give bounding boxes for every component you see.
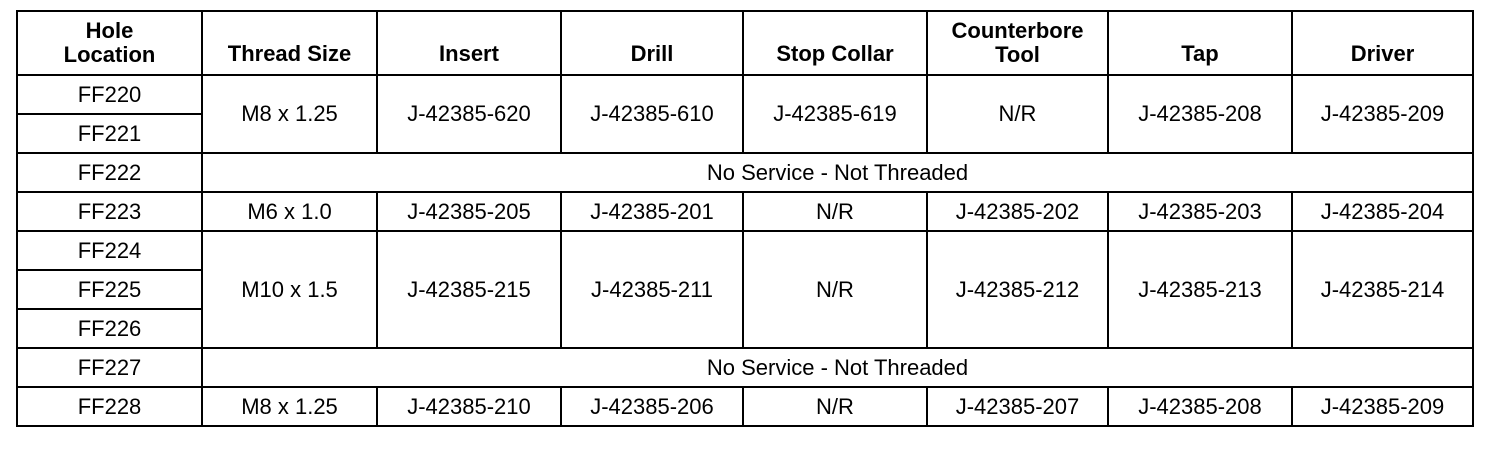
drill-cell: J-42385-201 [561,192,743,231]
tap-cell: J-42385-208 [1108,387,1292,426]
table-row-ff227 [17,348,1473,387]
header-hole-location [17,11,202,75]
counterbore-cell: J-42385-212 [927,231,1108,348]
insert-cell: J-42385-205 [377,192,561,231]
insert-cell: J-42385-620 [377,75,561,153]
table-row-ff222 [17,153,1473,192]
thread-size-cell: M6 x 1.0 [202,192,377,231]
tool-reference-table [16,10,1474,427]
header-counterbore-line1: Counterbore [951,18,1084,43]
no-service-note: No Service - Not Threaded [202,153,1473,192]
tap-cell: J-42385-203 [1108,192,1292,231]
location-cell: FF220 [17,75,202,114]
location-cell: FF224 [17,231,202,270]
header-counterbore-tool [927,11,1108,75]
counterbore-cell: J-42385-202 [927,192,1108,231]
location-cell: FF227 [17,348,202,387]
tap-cell: J-42385-213 [1108,231,1292,348]
header-thread-size: Thread Size [202,11,377,75]
stop-collar-cell: N/R [743,387,927,426]
table-row-ff223 [17,192,1473,231]
header-hole-location-line2: Location [63,42,156,67]
stop-collar-cell: N/R [743,192,927,231]
counterbore-cell: J-42385-207 [927,387,1108,426]
location-cell: FF228 [17,387,202,426]
stop-collar-cell: N/R [743,231,927,348]
header-driver: Driver [1292,11,1473,75]
drill-cell: J-42385-610 [561,75,743,153]
insert-cell: J-42385-215 [377,231,561,348]
table-row-ff224 [17,231,1473,270]
counterbore-cell: N/R [927,75,1108,153]
table-row-ff228 [17,387,1473,426]
driver-cell: J-42385-209 [1292,387,1473,426]
location-cell: FF222 [17,153,202,192]
header-row [17,11,1473,75]
thread-size-cell: M8 x 1.25 [202,75,377,153]
header-tap: Tap [1108,11,1292,75]
drill-cell: J-42385-206 [561,387,743,426]
header-insert: Insert [377,11,561,75]
location-cell: FF221 [17,114,202,153]
location-cell: FF225 [17,270,202,309]
insert-cell: J-42385-210 [377,387,561,426]
table-row-ff220 [17,75,1473,114]
driver-cell: J-42385-214 [1292,231,1473,348]
header-hole-location-line1: Hole [85,18,134,43]
driver-cell: J-42385-204 [1292,192,1473,231]
drill-cell: J-42385-211 [561,231,743,348]
location-cell: FF223 [17,192,202,231]
thread-size-cell: M10 x 1.5 [202,231,377,348]
header-drill: Drill [561,11,743,75]
tap-cell: J-42385-208 [1108,75,1292,153]
thread-size-cell: M8 x 1.25 [202,387,377,426]
location-cell: FF226 [17,309,202,348]
header-counterbore-line2: Tool [995,42,1040,67]
header-stop-collar: Stop Collar [743,11,927,75]
no-service-note: No Service - Not Threaded [202,348,1473,387]
driver-cell: J-42385-209 [1292,75,1473,153]
stop-collar-cell: J-42385-619 [743,75,927,153]
